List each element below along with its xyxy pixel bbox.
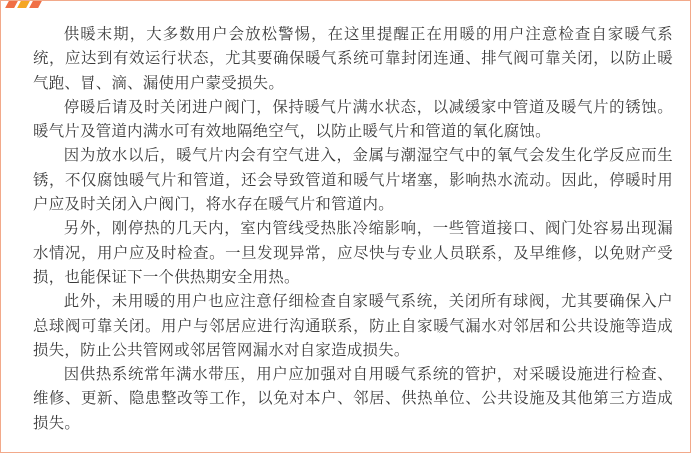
article-body [33, 22, 673, 435]
stripe-2 [17, 1, 30, 8]
paragraph-1: 供暖末期，大多数用户会放松警惕，在这里提醒正在用暖的用户注意检查自家暖气系统，应达到有效运行状态，尤其要确保暖气系统可靠封闭连通、排气阀可靠关闭，以防止暖气跑、冒、滴、漏使用户蒙受损失。 [33, 25, 673, 92]
decorative-stripes [7, 1, 43, 11]
paragraph-5: 此外，未用暖的用户也应注意仔细检查自家暖气系统，关闭所有球阀，尤其要确保入户总球阀可靠关闭。用户与邻居应进行沟通联系，防止自家暖气漏水对邻居和公共设施等造成损失，防止公共管网或邻居管网漏水对自家造成损失。 [33, 292, 673, 359]
paragraph-3: 因为放水以后，暖气片内会有空气进入，金属与潮湿空气中的氧气会发生化学反应而生锈，不仅腐蚀暖气片和管道，还会导致管道和暖气片堵塞，影响热水流动。因此，停暖时用户应及时关闭入户阀门，将水存在暖气片和管道内。 [33, 146, 673, 214]
stripe-1 [5, 1, 18, 8]
paragraph-6: 因供热系统常年满水带压，用户应加强对自用暖气系统的管护，对采暖设施进行检查、维修、更新、隐患整改等工作，以免对本户、邻居、供热单位、公共设施及其他第三方造成损失。 [33, 365, 673, 432]
paragraph-2: 停暖后请及时关闭进户阀门，保持暖气片满水状态，以减缓家中管道及暖气片的锈蚀。暖气片及管道内满水可有效地隔绝空气，以防止暖气片和管道的氧化腐蚀。 [33, 97, 673, 141]
paragraph-4: 另外，刚停热的几天内，室内管线受热胀冷缩影响，一些管道接口、阀门处容易出现漏水情况，用户应及时检查。一旦发现异常，应尽快与专业人员联系，及早维修，以免财产受损，也能保证下一个供热期安全用热。 [33, 219, 673, 286]
stripe-3 [29, 1, 42, 8]
